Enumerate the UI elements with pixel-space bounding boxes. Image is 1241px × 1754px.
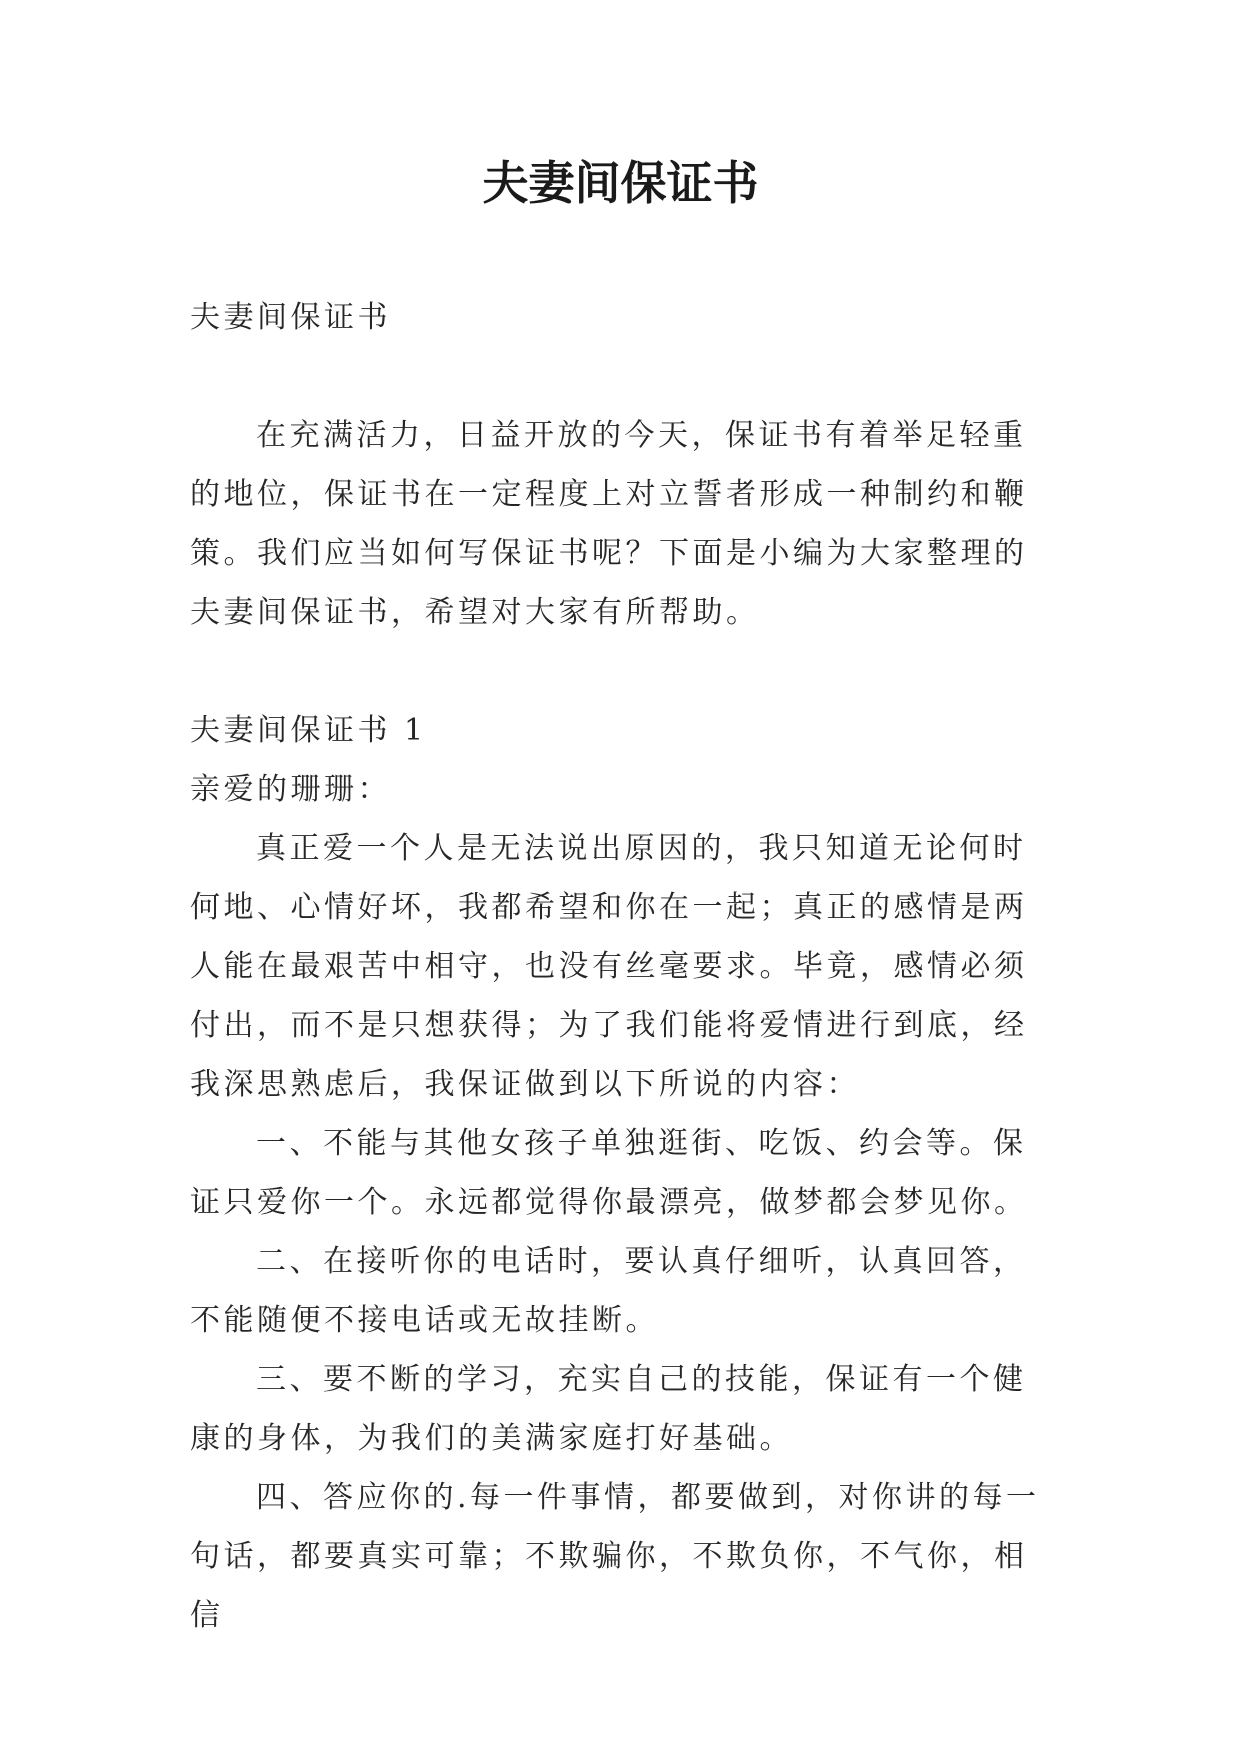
body-paragraph: 一、不能与其他女孩子单独逛街、吃饭、约会等。保证只爱你一个。永远都觉得你最漂亮，做梦都会梦见你。 bbox=[190, 1126, 1028, 1220]
section-heading: 夫妻间保证书 1 bbox=[190, 713, 427, 748]
document-body bbox=[190, 288, 1055, 1645]
document-subtitle: 夫妻间保证书 bbox=[190, 300, 391, 335]
body-paragraph: 四、答应你的.每一件事情，都要做到，对你讲的每一句话，都要真实可靠；不欺骗你，不欺负你，不气你，相信 bbox=[190, 1480, 1040, 1633]
intro-paragraph: 在充满活力，日益开放的今天，保证书有着举足轻重的地位，保证书在一定程度上对立誓者形成一种制约和鞭策。我们应当如何写保证书呢？下面是小编为大家整理的夫妻间保证书，希望对大家有所帮助。 bbox=[190, 418, 1028, 630]
document-title: 夫妻间保证书 bbox=[482, 156, 759, 210]
body-paragraph: 二、在接听你的电话时，要认真仔细听，认真回答，不能随便不接电话或无故挂断。 bbox=[190, 1244, 1027, 1338]
body-paragraph: 真正爱一个人是无法说出原因的，我只知道无论何时何地、心情好坏，我都希望和你在一起；真正的感情是两人能在最艰苦中相守，也没有丝毫要求。毕竟，感情必须付出，而不是只想获得；为了我们能将爱情进行到底，经我深思熟虑后，我保证做到以下所说的内容： bbox=[190, 831, 1028, 1102]
salutation: 亲爱的珊珊： bbox=[190, 772, 391, 807]
body-paragraph: 三、要不断的学习，充实自己的技能，保证有一个健康的身体，为我们的美满家庭打好基础。 bbox=[190, 1362, 1027, 1456]
